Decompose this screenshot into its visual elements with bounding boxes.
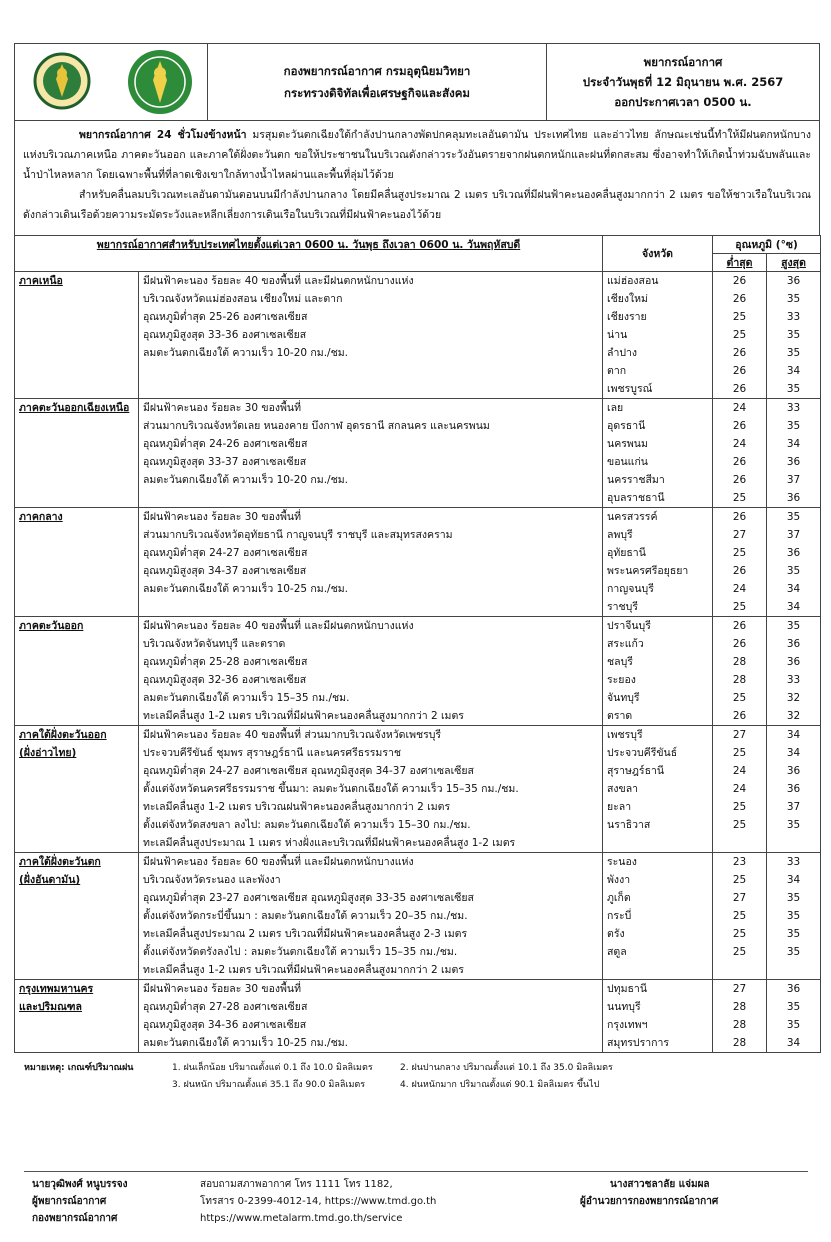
min-temp-value: 23 xyxy=(732,856,747,868)
footer-divider xyxy=(24,1171,808,1172)
forecast-line: ลมตะวันตกเฉียงใต้ ความเร็ว 10-25 กม./ชม. xyxy=(143,1037,348,1049)
forecast-line: ลมตะวันตกเฉียงใต้ ความเร็ว 10-20 กม./ชม. xyxy=(143,474,348,486)
max-temp-value: 35 xyxy=(786,420,801,432)
max-temp-value: 32 xyxy=(786,710,801,722)
max-temp-cell xyxy=(767,399,821,508)
region-name-cell xyxy=(15,508,139,617)
forecast-line: อุณหภูมิต่ำสุด 24-27 องศาเซลเซียส อุณหภูมิสูงสุด 34-37 องศาเซลเซียส xyxy=(143,765,474,777)
note-item-4: 4. ฝนหนักมาก ปริมาณตั้งแต่ 90.1 มิลลิเมตร ขึ้นไป xyxy=(400,1080,600,1090)
forecast-line: อุณหภูมิต่ำสุด 25-28 องศาเซลเซียส xyxy=(143,656,308,668)
document-header xyxy=(14,43,820,121)
province-name: จันทบุรี xyxy=(607,692,640,704)
region-name-cell xyxy=(15,399,139,508)
region-forecast-cell xyxy=(139,853,603,980)
province-name: พระนครศรีอยุธยา xyxy=(607,565,689,577)
max-temp-value: 33 xyxy=(786,674,801,686)
min-temp-cell xyxy=(713,399,767,508)
summary-paragraph-2: สำหรับคลื่นลมบริเวณทะเลอันดามันตอนบนมีกำลังปานกลาง โดยมีคลื่นสูงประมาณ 2 เมตร บริเวณที่มีฝนฟ้าคะนองคลื่นสูงมากกว่า 2 เมตร ขอให้ชาวเรือในบริเวณดังกล่าวเดินเรือด้วยความระมัดระวังและหลีกเลี่ยงการเดินเรือในบริเวณที่มีฝนฟ้าคะนองไว้ด้วย xyxy=(23,189,811,221)
min-temp-value: 25 xyxy=(732,601,747,613)
province-name: แม่ฮ่องสอน xyxy=(607,275,659,287)
province-name: ระนอง xyxy=(607,856,637,868)
region-name: ภาคเหนือ xyxy=(19,275,63,287)
region-row xyxy=(15,980,821,1053)
forecast-line: อุณหภูมิสูงสุด 34-37 องศาเซลเซียส xyxy=(143,565,307,577)
forecast-date: ประจำวันพุธที่ 12 มิถุนายน พ.ศ. 2567 xyxy=(582,75,784,89)
max-temp-value: 36 xyxy=(786,783,801,795)
forecast-line: ส่วนมากบริเวณจังหวัดเลย หนองคาย บึงกาฬ อุดรธานี สกลนคร และนครพนม xyxy=(143,420,490,432)
min-temp-value: 26 xyxy=(732,456,747,468)
max-temp-value: 35 xyxy=(786,928,801,940)
note-column-1 xyxy=(172,1060,373,1094)
forecast-line: ลมตะวันตกเฉียงใต้ ความเร็ว 10-20 กม./ชม. xyxy=(143,347,348,359)
province-cell xyxy=(603,980,713,1053)
max-temp-value: 35 xyxy=(786,347,801,359)
min-temp-value: 24 xyxy=(732,438,747,450)
province-name: อุดรธานี xyxy=(607,420,646,432)
forecast-line: ลมตะวันตกเฉียงใต้ ความเร็ว 10-25 กม./ชม. xyxy=(143,583,348,595)
min-temp-value: 25 xyxy=(732,874,747,886)
min-temp-cell xyxy=(713,272,767,399)
forecast-line: ตั้งแต่จังหวัดตรังลงไป : ลมตะวันตกเฉียงใต้ ความเร็ว 15–35 กม./ชม. xyxy=(143,946,458,958)
min-temp-value: 24 xyxy=(732,402,747,414)
max-temp-cell xyxy=(767,272,821,399)
region-name: และปริมณฑล xyxy=(19,1001,82,1013)
forecast-line: มีฝนฟ้าคะนอง ร้อยละ 40 ของพื้นที่ และมีฝนตกหนักบางแห่ง xyxy=(143,620,414,632)
min-temp-value: 25 xyxy=(732,747,747,759)
summary-lead: พยากรณ์อากาศ 24 ชั่วโมงข้างหน้า xyxy=(79,129,247,141)
ministry-logo-icon xyxy=(28,49,100,115)
min-temp-value: 25 xyxy=(732,910,747,922)
contact-info xyxy=(200,1176,436,1227)
province-name: ภูเก็ต xyxy=(607,892,631,904)
issue-time: ออกประกาศเวลา 0500 น. xyxy=(614,95,752,109)
max-temp-value: 33 xyxy=(786,311,801,323)
province-name: เชียงใหม่ xyxy=(607,293,648,305)
forecast-line: อุณหภูมิต่ำสุด 27-28 องศาเซลเซียส xyxy=(143,1001,308,1013)
province-name: อุทัยธานี xyxy=(607,547,646,559)
max-temp-value: 33 xyxy=(786,856,801,868)
max-temp-value: 36 xyxy=(786,656,801,668)
forecast-line: ทะเลมีคลื่นสูง 1-2 เมตร บริเวณฝนฟ้าคะนองคลื่นสูงมากกว่า 2 เมตร xyxy=(143,801,451,813)
min-temp-value: 24 xyxy=(732,783,747,795)
province-name: อุบลราชธานี xyxy=(607,492,665,504)
region-row xyxy=(15,272,821,399)
forecast-line: ส่วนมากบริเวณจังหวัดอุทัยธานี กาญจนบุรี ราชบุรี และสมุทรสงคราม xyxy=(143,529,453,541)
province-name: ตาก xyxy=(607,365,627,377)
min-temp-cell xyxy=(713,726,767,853)
province-name: นครพนม xyxy=(607,438,648,450)
director-role: ผู้อำนวยการกองพยากรณ์อากาศ xyxy=(580,1196,719,1207)
max-temp-value: 35 xyxy=(786,910,801,922)
forecast-line: อุณหภูมิต่ำสุด 24-26 องศาเซลเซียส xyxy=(143,438,308,450)
province-name: นราธิวาส xyxy=(607,819,651,831)
forecast-line: อุณหภูมิต่ำสุด 24-27 องศาเซลเซียส xyxy=(143,547,308,559)
max-temp-value: 35 xyxy=(786,511,801,523)
forecast-line: ทะเลมีคลื่นสูงประมาณ 2 เมตร บริเวณที่มีฝนฟ้าคะนองคลื่นสูง 2-3 เมตร xyxy=(143,928,468,940)
org-line-2: กระทรวงดิจิทัลเพื่อเศรษฐกิจและสังคม xyxy=(284,86,470,100)
province-name: ปทุมธานี xyxy=(607,983,648,995)
region-row xyxy=(15,508,821,617)
forecast-line: อุณหภูมิสูงสุด 32-36 องศาเซลเซียส xyxy=(143,674,307,686)
min-temp-cell xyxy=(713,508,767,617)
forecast-line: ตั้งแต่จังหวัดนครศรีธรรมราช ขึ้นมา: ลมตะวันตกเฉียงใต้ ความเร็ว 15–35 กม./ชม. xyxy=(143,783,519,795)
contact-line-1: สอบถามสภาพอากาศ โทร 1111 โทร 1182, xyxy=(200,1179,393,1190)
max-temp-value: 34 xyxy=(786,583,801,595)
province-cell xyxy=(603,508,713,617)
max-temp-cell xyxy=(767,853,821,980)
max-temp-value: 32 xyxy=(786,692,801,704)
forecast-line: ประจวบคีรีขันธ์ ชุมพร สุราษฎร์ธานี และนครศรีธรรมราช xyxy=(143,747,402,759)
min-temp-value: 28 xyxy=(732,674,747,686)
contact-line-2: โทรสาร 0-2399-4012-14, https://www.tmd.go.th xyxy=(200,1196,437,1207)
forecast-line: อุณหภูมิสูงสุด 33-37 องศาเซลเซียส xyxy=(143,456,307,468)
min-temp-value: 28 xyxy=(732,1001,747,1013)
province-name: ระยอง xyxy=(607,674,636,686)
min-temp-value: 25 xyxy=(732,946,747,958)
province-cell xyxy=(603,272,713,399)
region-name: กรุงเทพมหานคร xyxy=(19,983,94,995)
director-name: นางสาวชลาลัย แจ่มผล xyxy=(610,1179,710,1190)
province-name: นนทบุรี xyxy=(607,1001,641,1013)
region-name: (ฝั่งอันดามัน) xyxy=(19,874,81,886)
region-name: (ฝั่งอ่าวไทย) xyxy=(19,747,77,759)
max-temp-value: 34 xyxy=(786,747,801,759)
region-name-cell xyxy=(15,853,139,980)
forecaster-org: กองพยากรณ์อากาศ xyxy=(32,1213,118,1224)
organization-block xyxy=(208,44,547,120)
province-name: เชียงราย xyxy=(607,311,647,323)
forecaster-signature xyxy=(32,1176,128,1227)
temperature-column-header: อุณหภูมิ (°ซ) xyxy=(713,236,821,254)
province-name: นครสวรรค์ xyxy=(607,511,658,523)
document-title: พยากรณ์อากาศ xyxy=(643,55,723,69)
min-temp-value: 28 xyxy=(732,1037,747,1049)
min-temp-value: 25 xyxy=(732,819,747,831)
title-block xyxy=(547,44,819,120)
region-name-cell xyxy=(15,617,139,726)
director-signature xyxy=(580,1176,718,1210)
max-temp-value: 35 xyxy=(786,565,801,577)
forecast-line: มีฝนฟ้าคะนอง ร้อยละ 60 ของพื้นที่ และมีฝนตกหนักบางแห่ง xyxy=(143,856,414,868)
min-temp-value: 25 xyxy=(732,492,747,504)
region-name: ภาคใต้ฝั่งตะวันออก xyxy=(19,729,107,741)
max-temp-value: 35 xyxy=(786,383,801,395)
forecaster-role: ผู้พยากรณ์อากาศ xyxy=(32,1196,107,1207)
max-temp-value: 34 xyxy=(786,729,801,741)
region-name: ภาคตะวันออก xyxy=(19,620,84,632)
min-temp-value: 24 xyxy=(732,583,747,595)
max-temp-value: 36 xyxy=(786,456,801,468)
region-forecast-cell xyxy=(139,508,603,617)
min-temp-cell xyxy=(713,617,767,726)
region-name-cell xyxy=(15,726,139,853)
forecast-line: ทะเลมีคลื่นสูงประมาณ 1 เมตร ห่างฝั่งและบริเวณที่มีฝนฟ้าคะนองคลื่นสูง 1-2 เมตร xyxy=(143,837,516,849)
max-temp-value: 36 xyxy=(786,547,801,559)
note-item-2: 2. ฝนปานกลาง ปริมาณตั้งแต่ 10.1 ถึง 35.0 มิลลิเมตร xyxy=(400,1063,613,1073)
forecast-line: อุณหภูมิสูงสุด 34-36 องศาเซลเซียส xyxy=(143,1019,307,1031)
min-temp-value: 28 xyxy=(732,1019,747,1031)
forecast-line: มีฝนฟ้าคะนอง ร้อยละ 40 ของพื้นที่ และมีฝนตกหนักบางแห่ง xyxy=(143,275,414,287)
forecast-line: อุณหภูมิต่ำสุด 23-27 องศาเซลเซียส อุณหภูมิสูงสุด 33-35 องศาเซลเซียส xyxy=(143,892,474,904)
min-temp-value: 25 xyxy=(732,692,747,704)
max-temp-value: 36 xyxy=(786,275,801,287)
province-name: ประจวบคีรีขันธ์ xyxy=(607,747,678,759)
min-temp-value: 24 xyxy=(732,765,747,777)
note-label: หมายเหตุ: เกณฑ์ปริมาณฝน xyxy=(24,1063,134,1073)
province-name: สุราษฎร์ธานี xyxy=(607,765,665,777)
min-temp-value: 26 xyxy=(732,638,747,650)
summary-text-1: มรสุมตะวันตกเฉียงใต้กำลังปานกลางพัดปกคลุมทะเลอันดามัน ประเทศไทย และอ่าวไทย ลักษณะเช่นนี้ทำให้มีฝนตกหนักบางแห่งบริเวณภาคเหนือ ภาคตะวันออก และภาคใต้ฝั่งตะวันตก ขอให้ประชาชนในบริเวณดังกล่าวระวังอันตรายจากฝนตกหนักและฝนที่ตกสะสม ซึ่งอาจทำให้เกิดน้ำท่วมฉับพลันและน้ำป่าไหลหลาก โดยเฉพาะพื้นที่ที่ลาดเชิงเขาใกล้ทางน้ำไหลผ่านและพื้นที่ลุ่มไว้ด้วย xyxy=(23,129,811,181)
min-temp-value: 27 xyxy=(732,983,747,995)
max-temp-value: 34 xyxy=(786,438,801,450)
region-name-cell xyxy=(15,980,139,1053)
region-row xyxy=(15,399,821,508)
max-temp-value: 37 xyxy=(786,474,801,486)
province-name: กาญจนบุรี xyxy=(607,583,654,595)
forecast-line: มีฝนฟ้าคะนอง ร้อยละ 30 ของพื้นที่ xyxy=(143,983,302,995)
min-temp-value: 26 xyxy=(732,565,747,577)
forecast-column-header: พยากรณ์อากาศสำหรับประเทศไทยตั้งแต่เวลา 0600 น. วันพุธ ถึงเวลา 0600 น. วันพฤหัสบดี xyxy=(15,236,603,272)
max-temp-cell xyxy=(767,726,821,853)
min-temp-value: 26 xyxy=(732,365,747,377)
note-item-3: 3. ฝนหนัก ปริมาณตั้งแต่ 35.1 ถึง 90.0 มิลลิเมตร xyxy=(172,1080,366,1090)
min-temp-cell xyxy=(713,980,767,1053)
forecast-line: ทะเลมีคลื่นสูง 1-2 เมตร บริเวณที่มีฝนฟ้าคะนองคลื่นสูงมากกว่า 2 เมตร xyxy=(143,710,464,722)
region-forecast-cell xyxy=(139,980,603,1053)
province-name: นครราชสีมา xyxy=(607,474,665,486)
province-cell xyxy=(603,726,713,853)
min-temp-value: 26 xyxy=(732,420,747,432)
min-temp-value: 25 xyxy=(732,311,747,323)
min-temp-value: 27 xyxy=(732,892,747,904)
province-name: สตูล xyxy=(607,946,627,958)
province-name: กระบี่ xyxy=(607,910,632,922)
forecast-line: ตั้งแต่จังหวัดกระบี่ขึ้นมา : ลมตะวันตกเฉียงใต้ ความเร็ว 20–35 กม./ชม. xyxy=(143,910,468,922)
forecast-line: มีฝนฟ้าคะนอง ร้อยละ 30 ของพื้นที่ xyxy=(143,402,302,414)
province-name: น่าน xyxy=(607,329,628,341)
min-temp-value: 25 xyxy=(732,547,747,559)
province-name: ชลบุรี xyxy=(607,656,633,668)
max-temp-value: 35 xyxy=(786,620,801,632)
province-name: สมุทรปราการ xyxy=(607,1037,670,1049)
org-line-1: กองพยากรณ์อากาศ กรมอุตุนิยมวิทยา xyxy=(283,64,471,78)
province-name: ลำปาง xyxy=(607,347,638,359)
province-name: ลพบุรี xyxy=(607,529,633,541)
region-row xyxy=(15,726,821,853)
min-temp-value: 25 xyxy=(732,801,747,813)
max-temp-value: 35 xyxy=(786,946,801,958)
max-temp-value: 34 xyxy=(786,874,801,886)
region-forecast-cell xyxy=(139,272,603,399)
max-temp-value: 33 xyxy=(786,402,801,414)
region-rows xyxy=(15,272,821,1053)
max-temp-cell xyxy=(767,980,821,1053)
min-temp-value: 26 xyxy=(732,474,747,486)
province-name: ราชบุรี xyxy=(607,601,638,613)
min-temp-value: 26 xyxy=(732,275,747,287)
forecast-table xyxy=(14,235,821,1053)
province-name: ตรัง xyxy=(607,928,625,940)
province-name: เพชรบูรณ์ xyxy=(607,383,653,395)
max-temp-value: 37 xyxy=(786,529,801,541)
min-temp-value: 26 xyxy=(732,383,747,395)
max-temp-value: 36 xyxy=(786,983,801,995)
forecaster-name: นายวุฒิพงศ์ หนูบรรจง xyxy=(32,1179,128,1190)
province-name: เพชรบุรี xyxy=(607,729,643,741)
province-column-header: จังหวัด xyxy=(603,236,713,272)
min-temp-header: ต่ำสุด xyxy=(713,254,767,272)
contact-line-3: https://www.metalarm.tmd.go.th/service xyxy=(200,1213,403,1224)
max-temp-value: 35 xyxy=(786,892,801,904)
province-cell xyxy=(603,617,713,726)
region-forecast-cell xyxy=(139,617,603,726)
min-temp-value: 28 xyxy=(732,656,747,668)
province-name: พังงา xyxy=(607,874,631,886)
max-temp-value: 35 xyxy=(786,819,801,831)
max-temp-cell xyxy=(767,508,821,617)
min-temp-value: 26 xyxy=(732,710,747,722)
province-name: ตราด xyxy=(607,710,633,722)
forecast-line: บริเวณจังหวัดจันทบุรี และตราด xyxy=(143,638,286,650)
region-row xyxy=(15,617,821,726)
summary-section xyxy=(14,121,820,235)
region-name: ภาคกลาง xyxy=(19,511,63,523)
min-temp-cell xyxy=(713,853,767,980)
forecast-line: บริเวณจังหวัดแม่ฮ่องสอน เชียงใหม่ และตาก xyxy=(143,293,343,305)
note-column-2 xyxy=(400,1060,613,1094)
min-temp-value: 26 xyxy=(732,620,747,632)
forecast-line: มีฝนฟ้าคะนอง ร้อยละ 40 ของพื้นที่ ส่วนมากบริเวณจังหวัดเพชรบุรี xyxy=(143,729,442,741)
logo-area xyxy=(15,44,208,120)
region-row xyxy=(15,853,821,980)
province-cell xyxy=(603,399,713,508)
min-temp-value: 25 xyxy=(732,329,747,341)
region-name: ภาคใต้ฝั่งตะวันตก xyxy=(19,856,101,868)
province-name: กรุงเทพฯ xyxy=(607,1019,648,1031)
note-item-1: 1. ฝนเล็กน้อย ปริมาณตั้งแต่ 0.1 ถึง 10.0 มิลลิเมตร xyxy=(172,1063,373,1073)
forecast-line: ตั้งแต่จังหวัดสงขลา ลงไป: ลมตะวันตกเฉียงใต้ ความเร็ว 15–30 กม./ชม. xyxy=(143,819,471,831)
tmd-logo-icon xyxy=(125,47,195,117)
max-temp-value: 35 xyxy=(786,1001,801,1013)
max-temp-value: 35 xyxy=(786,293,801,305)
forecast-line: อุณหภูมิต่ำสุด 25-26 องศาเซลเซียส xyxy=(143,311,308,323)
region-name: ภาคตะวันออกเฉียงเหนือ xyxy=(19,402,130,414)
province-name: ปราจีนบุรี xyxy=(607,620,651,632)
max-temp-value: 37 xyxy=(786,801,801,813)
forecast-line: อุณหภูมิสูงสุด 33-36 องศาเซลเซียส xyxy=(143,329,307,341)
max-temp-value: 35 xyxy=(786,1019,801,1031)
max-temp-value: 34 xyxy=(786,365,801,377)
province-name: สงขลา xyxy=(607,783,639,795)
min-temp-value: 26 xyxy=(732,293,747,305)
province-name: ขอนแก่น xyxy=(607,456,648,468)
region-name-cell xyxy=(15,272,139,399)
forecast-line: บริเวณจังหวัดระนอง และพังงา xyxy=(143,874,281,886)
max-temp-value: 36 xyxy=(786,638,801,650)
max-temp-value: 34 xyxy=(786,1037,801,1049)
forecast-line: ทะเลมีคลื่นสูง 1-2 เมตร บริเวณที่มีฝนฟ้าคะนองคลื่นสูงมากกว่า 2 เมตร xyxy=(143,964,464,976)
min-temp-value: 27 xyxy=(732,529,747,541)
max-temp-value: 34 xyxy=(786,601,801,613)
province-cell xyxy=(603,853,713,980)
region-forecast-cell xyxy=(139,399,603,508)
summary-paragraph-1 xyxy=(23,125,811,185)
forecast-line: ลมตะวันตกเฉียงใต้ ความเร็ว 15–35 กม./ชม. xyxy=(143,692,350,704)
forecast-line: มีฝนฟ้าคะนอง ร้อยละ 30 ของพื้นที่ xyxy=(143,511,302,523)
max-temp-header: สูงสุด xyxy=(767,254,821,272)
max-temp-value: 35 xyxy=(786,329,801,341)
max-temp-value: 36 xyxy=(786,765,801,777)
min-temp-value: 27 xyxy=(732,729,747,741)
max-temp-value: 36 xyxy=(786,492,801,504)
province-name: ยะลา xyxy=(607,801,632,813)
province-name: สระแก้ว xyxy=(607,638,644,650)
min-temp-value: 25 xyxy=(732,928,747,940)
province-name: เลย xyxy=(607,402,624,414)
min-temp-value: 26 xyxy=(732,347,747,359)
max-temp-cell xyxy=(767,617,821,726)
region-forecast-cell xyxy=(139,726,603,853)
min-temp-value: 26 xyxy=(732,511,747,523)
